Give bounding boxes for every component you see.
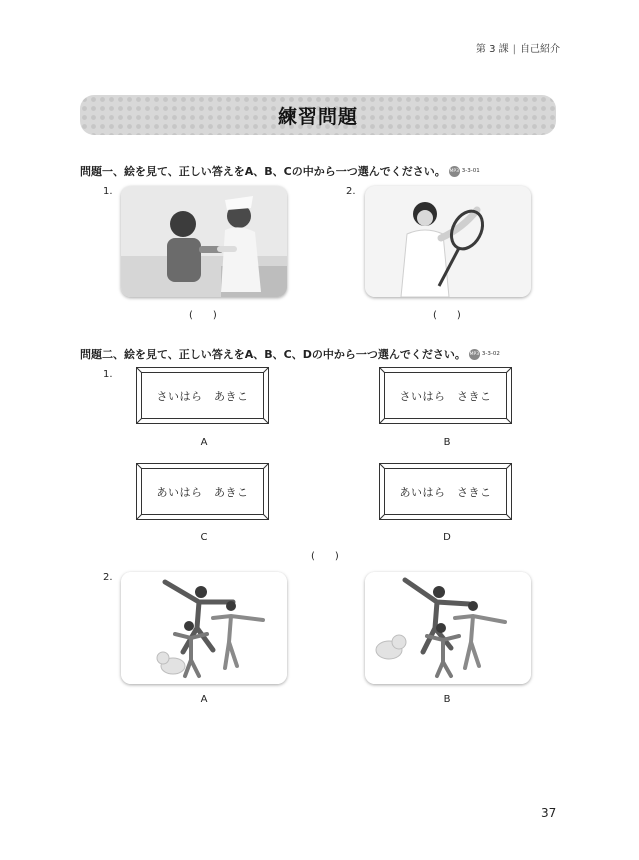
lesson-number: 第 3 課	[475, 44, 509, 55]
family-dog-illustration	[121, 572, 287, 684]
mp3-disc-icon: MP3	[469, 349, 480, 360]
name-text: あいはら さきこ	[399, 485, 492, 499]
name-card-option-a[interactable]	[136, 367, 269, 424]
answer-blank-q1-2[interactable]: ( )	[433, 310, 461, 321]
mp3-disc-icon: MP3	[449, 166, 460, 177]
option-letter-d: D	[443, 532, 451, 543]
title-banner	[80, 95, 556, 135]
name-card-option-b[interactable]	[379, 367, 512, 424]
question-1	[80, 163, 480, 179]
page-number: 37	[541, 806, 557, 820]
name-text: あいはら あきこ	[156, 485, 249, 499]
name-text: さいはら あきこ	[156, 389, 249, 403]
audio-track-2[interactable]	[469, 349, 500, 360]
page-title: 練習問題	[277, 105, 358, 128]
audio-code: 3-3-01	[461, 168, 480, 174]
q2-item-2-number: 2.	[103, 572, 113, 583]
photo-family-b[interactable]	[365, 572, 531, 684]
tennis-player-illustration	[365, 186, 531, 297]
question-1-text: 問題一、絵を見て、正しい答えをA、B、Cの中から一つ選んでください。	[80, 165, 446, 178]
running-header	[476, 40, 560, 55]
family-dog-illustration	[365, 572, 531, 684]
q2-item-1-number: 1.	[103, 369, 113, 380]
option-letter-b: B	[443, 437, 451, 448]
photo-letter-a: A	[200, 694, 208, 705]
name-card-option-d[interactable]	[379, 463, 512, 520]
question-2	[80, 346, 500, 362]
answer-blank-q2-1[interactable]: ( )	[311, 551, 339, 562]
q1-item-1-number: 1.	[103, 186, 113, 197]
audio-track-1[interactable]	[449, 166, 480, 177]
header-separator: |	[512, 44, 516, 55]
audio-code: 3-3-02	[481, 351, 500, 357]
photo-family-a[interactable]	[121, 572, 287, 684]
name-text: さいはら さきこ	[399, 389, 492, 403]
question-2-text: 問題二、絵を見て、正しい答えをA、B、C、Dの中から一つ選んでください。	[80, 348, 466, 361]
lesson-topic: 自己紹介	[520, 44, 560, 55]
photo-letter-b: B	[443, 694, 451, 705]
photo-nurse-injection	[121, 186, 287, 297]
name-card-option-c[interactable]	[136, 463, 269, 520]
option-letter-a: A	[200, 437, 208, 448]
q1-item-2-number: 2.	[346, 186, 356, 197]
nurse-child-illustration	[121, 186, 287, 297]
option-letter-c: C	[200, 532, 208, 543]
photo-tennis-player	[365, 186, 531, 297]
answer-blank-q1-1[interactable]: ( )	[189, 310, 217, 321]
